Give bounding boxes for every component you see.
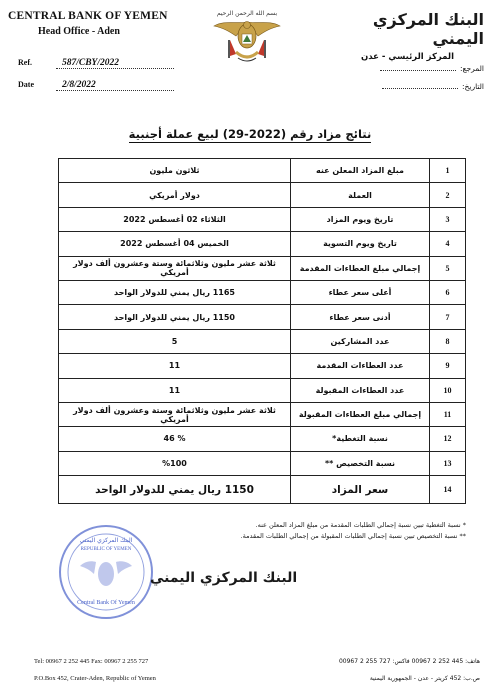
footer-address-ar: ص.ب: 452 كريتر - عدن - الجمهورية اليمنية	[369, 675, 480, 682]
footer-tel-fax-ar: هاتف: 445 252 2 00967 فاكس: 727 255 2 00967	[338, 658, 480, 665]
row-value: 11	[59, 378, 291, 402]
auction-results-table	[58, 158, 466, 504]
date-row	[18, 80, 174, 91]
office-name-ar: المركز الرئيسي - عدن	[360, 52, 454, 62]
table-row	[59, 402, 466, 426]
row-number: 6	[430, 280, 466, 304]
note-allocation: ** نسبة التخصيص تبين نسبة إجمالي الطلبات المقبولة من إجمالي الطلبات المقدمة.	[240, 532, 466, 540]
row-value: 1150 ريال يمني للدولار الواحد	[59, 476, 291, 504]
table-row	[59, 256, 466, 280]
date-label-ar: التاريخ:	[462, 82, 484, 91]
table-row	[59, 451, 466, 475]
row-value: دولار أمريكي	[59, 183, 291, 207]
table-row	[59, 183, 466, 207]
row-value: ثلاثون مليون	[59, 159, 291, 183]
row-number: 1	[430, 159, 466, 183]
row-item: مبلغ المزاد المعلن عنه	[291, 159, 430, 183]
row-item: إجمالي مبلغ العطاءات المقبولة	[291, 402, 430, 426]
page-title	[0, 127, 500, 141]
ref-label: Ref.	[18, 58, 32, 67]
office-name-en: Head Office - Aden	[38, 26, 120, 37]
footer-english	[34, 653, 156, 687]
row-item: العملة	[291, 183, 430, 207]
row-value: الثلاثاء 02 أغسطس 2022	[59, 207, 291, 231]
row-value: % 46	[59, 427, 291, 451]
table-row	[59, 427, 466, 451]
table-row	[59, 378, 466, 402]
table-row	[59, 476, 466, 504]
date-value: 2/8/2022	[56, 80, 174, 91]
yemen-emblem-icon	[206, 6, 288, 72]
table-row	[59, 305, 466, 329]
row-number: 3	[430, 207, 466, 231]
bank-stamp-icon	[56, 522, 156, 626]
row-number: 13	[430, 451, 466, 475]
date-field-ar	[382, 82, 484, 91]
row-item: إجمالي مبلغ العطاءات المقدمة	[291, 256, 430, 280]
stamp-text-en: Central Bank Of Yemen	[77, 600, 135, 606]
basmala: بسم الله الرحمن الرحيم	[216, 10, 278, 17]
row-value: 1150 ريال يمني للدولار الواحد	[59, 305, 291, 329]
row-number: 10	[430, 378, 466, 402]
row-item: نسبة التغطية*	[291, 427, 430, 451]
row-value: 5	[59, 329, 291, 353]
row-item: أعلى سعر عطاء	[291, 280, 430, 304]
row-item: تاريخ ويوم المزاد	[291, 207, 430, 231]
bank-name-ar: البنك المركزي اليمني	[372, 10, 484, 48]
table-row	[59, 280, 466, 304]
table-row	[59, 354, 466, 378]
row-value: الخميس 04 أغسطس 2022	[59, 232, 291, 256]
row-item: سعر المزاد	[291, 476, 430, 504]
row-item: عدد العطاءات المقبولة	[291, 378, 430, 402]
row-value: 1165 ريال يمني للدولار الواحد	[59, 280, 291, 304]
bank-name-en: CENTRAL BANK OF YEMEN	[8, 10, 168, 22]
ref-value: 587/CBY/2022	[56, 58, 174, 69]
ref-row	[18, 58, 174, 69]
table-row	[59, 159, 466, 183]
row-number: 4	[430, 232, 466, 256]
row-number: 12	[430, 427, 466, 451]
row-number: 7	[430, 305, 466, 329]
row-number: 2	[430, 183, 466, 207]
stamp-text-ar: البنك المركزي اليمني	[79, 537, 133, 544]
row-number: 9	[430, 354, 466, 378]
ref-label-ar: المرجع:	[460, 64, 484, 73]
header-arabic	[334, 10, 484, 62]
footer-tel-fax-en: Tel: 00967 2 252 445 Fax: 00967 2 255 727	[34, 658, 149, 665]
row-item: أدنى سعر عطاء	[291, 305, 430, 329]
signature-bank-name: البنك المركزي اليمني	[150, 570, 298, 586]
table-row	[59, 207, 466, 231]
stamp-country: REPUBLIC OF YEMEN	[80, 547, 132, 552]
row-value: ثلاثة عشر مليون وثلاثمائة وستة وعشرون ألف دولار أمريكي	[59, 256, 291, 280]
footer-arabic	[339, 653, 480, 687]
title-text: نتائج مزاد رقم (2022-29) لبيع عملة أجنبية	[128, 127, 372, 141]
row-number: 8	[430, 329, 466, 353]
row-value: %100	[59, 451, 291, 475]
row-item: عدد المشاركين	[291, 329, 430, 353]
row-value: ثلاثة عشر مليون وثلاثمائة وستة وعشرون ألف دولار أمريكي	[59, 402, 291, 426]
row-number: 11	[430, 402, 466, 426]
note-coverage: * نسبة التغطية تبين نسبة إجمالي الطلبات المقدمة من مبلغ المزاد المعلن عنه.	[255, 521, 466, 529]
date-label: Date	[18, 80, 34, 89]
row-item: تاريخ ويوم التسوية	[291, 232, 430, 256]
footnotes	[146, 520, 466, 542]
row-item: عدد العطاءات المقدمة	[291, 354, 430, 378]
ref-field-ar	[380, 64, 484, 73]
row-value: 11	[59, 354, 291, 378]
row-number: 5	[430, 256, 466, 280]
table-row	[59, 232, 466, 256]
row-item: نسبة التخصيص **	[291, 451, 430, 475]
table-row	[59, 329, 466, 353]
header-english	[8, 10, 208, 37]
row-number: 14	[430, 476, 466, 504]
footer-address-en: P.O.Box 452, Crater-Aden, Republic of Yemen	[34, 675, 156, 682]
